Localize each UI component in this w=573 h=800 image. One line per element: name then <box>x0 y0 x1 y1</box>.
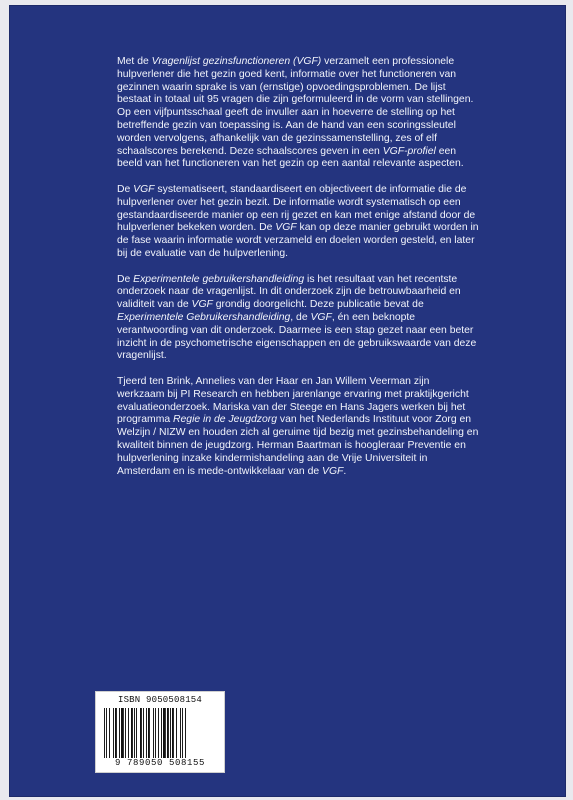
text-run: van het Nederlands Instituut voor Zorg en Welzijn / NIZW en houden zich al geruime tijd bezig met gezinsbehandeling en kwaliteit binnen de jeugdzorg. Herman Baartman is hoogleraar Preventie en hulpverlening inzake kindermishandeling aan de Vrije Universiteit in Amsterdam en is mede-ontwikkelaar van de <box>117 414 479 477</box>
barcode-bar <box>131 708 133 758</box>
barcode-bar <box>109 708 110 758</box>
barcode-icon <box>104 708 216 758</box>
barcode-bar <box>125 708 126 758</box>
italic-text: Experimentele Gebruikershandleiding <box>117 311 291 323</box>
text-run: kan op deze manier gebruikt worden in de fase waarin informatie wordt verzameld en doelen worden gesteld, en later bij de evaluatie van de hulpverlening. <box>117 222 479 259</box>
blurb-text <box>117 56 479 491</box>
barcode-bar <box>121 708 124 758</box>
isbn-number: ISBN 9050508154 <box>117 695 202 705</box>
barcode-bar <box>155 708 156 758</box>
barcode-bar <box>176 708 177 758</box>
barcode-bar <box>119 708 120 758</box>
barcode-bar <box>106 708 107 758</box>
text-run: Met de <box>117 56 152 67</box>
text-run: . <box>343 465 347 477</box>
paragraph <box>117 184 479 261</box>
text-run: De <box>117 273 134 285</box>
barcode-bar <box>167 708 169 758</box>
text-run: grondig doorgelicht. Deze publicatie bevat de <box>212 299 424 311</box>
italic-text: VGF <box>322 465 344 477</box>
barcode-bar <box>104 708 105 758</box>
barcode-bar <box>153 708 154 758</box>
paragraph <box>117 376 479 478</box>
barcode-label <box>95 691 225 773</box>
barcode-bar <box>148 708 150 758</box>
barcode-bar <box>170 708 171 758</box>
text-run: is het resultaat van het recentste onderzoek naar de vragenlijst. In dit onderzoek zijn de betrouwbaarheid en validiteit van de <box>117 273 461 311</box>
barcode-bar <box>143 708 144 758</box>
back-cover <box>10 6 565 796</box>
italic-text: Regie in de Jeugdzorg <box>173 414 277 426</box>
barcode-bar <box>140 708 142 758</box>
text-run: een beeld van het functioneren van het gezin op een aantal relevante aspecten. <box>117 145 464 170</box>
italic-text: Experimentele gebruikershandleiding <box>133 273 305 285</box>
barcode-bar <box>163 708 166 758</box>
text-run: , én een beknopte verantwoording van dit onderzoek. Daarmee is een stap gezet naar een beter inzicht in de psychometrische eigenschappen en de gebruikswaarde van deze vragenlijst. <box>117 311 477 362</box>
barcode-bar <box>180 708 181 758</box>
barcode-bar <box>146 708 147 758</box>
barcode-bar <box>158 708 159 758</box>
text-run: De <box>117 183 134 195</box>
italic-text: VGF <box>275 222 297 234</box>
italic-text: Vragenlijst gezinsfunctioneren (VGF) <box>151 56 322 67</box>
barcode-bar <box>182 708 183 758</box>
text-run: Tjeerd ten Brink, Annelies van der Haar en Jan Willem Veerman zijn werkzaam bij PI Research en hebben jarenlange ervaring met praktijkgericht evaluatieonderzoek. Mariska van der Steege en Hans Jagers werken bij het programma <box>117 375 469 426</box>
italic-text: VGF-profiel <box>382 145 436 157</box>
barcode-bar <box>136 708 137 758</box>
paragraph <box>117 56 479 171</box>
text-run: systematiseert, standaardiseert en objectiveert de informatie die de hulpverlener over het gezin bezit. De informatie wordt systematisch op een gestandaardiseerde manier op een rij gezet en kan met enige afstand door de hulpverlener bekeken worden. De <box>117 183 476 234</box>
text-run: verzamelt een professionele hulpverlener die het gezin goed kent, informatie over het functioneren van gezinnen waarin sprake is van (ernstige) opvoedingsproblemen. De lijst bestaat in totaal uit 95 vragen die zijn geformuleerd in de vorm van stellingen. Op een vijfpuntsschaal geeft de invuller aan in hoeverre de stelling op het betreffende gezin van toepassing is. Aan de hand van een scoringssleutel worden vervolgens, afhankelijk van de gezinssamenstelling, zes of elf schaalscores berekend. Deze schaalscores geven in een <box>117 56 474 157</box>
barcode-bar <box>113 708 114 758</box>
barcode-bar <box>185 708 186 758</box>
barcode-bar <box>161 708 162 758</box>
italic-text: VGF <box>191 299 213 311</box>
barcode-bar <box>128 708 129 758</box>
barcode-bar <box>115 708 117 758</box>
barcode-bar <box>134 708 135 758</box>
italic-text: VGF <box>310 311 332 323</box>
barcode-bar <box>172 708 174 758</box>
italic-text: VGF <box>133 183 155 195</box>
text-run: , de <box>290 311 311 323</box>
ean-number: 9 789050 508155 <box>114 758 205 768</box>
paragraph <box>117 274 479 364</box>
